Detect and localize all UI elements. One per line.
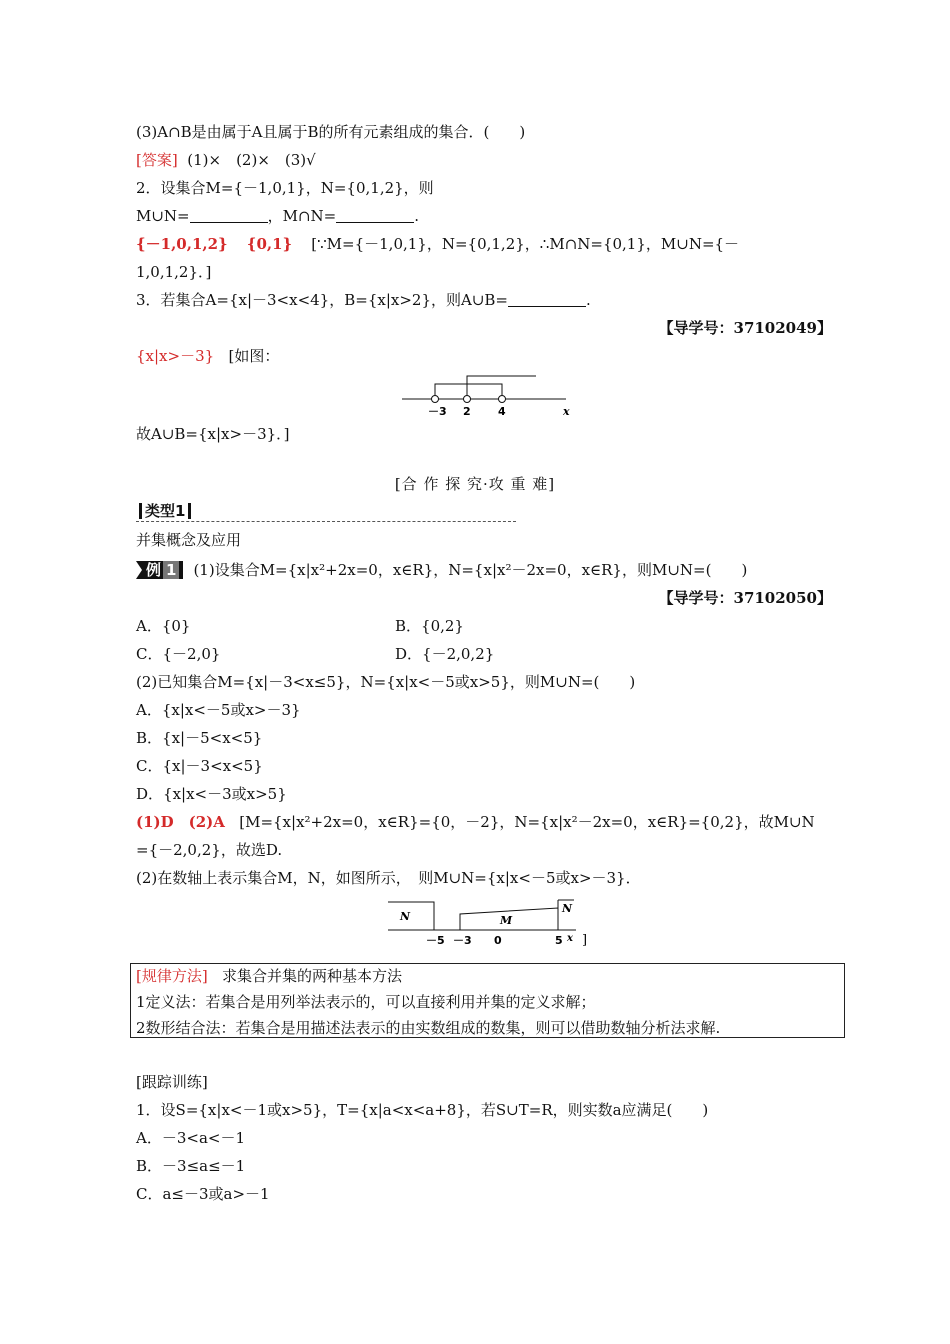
blank-line: [508, 292, 586, 307]
option: A．{x|x<－5或x>－3}: [136, 701, 301, 719]
guide-number: 【导学号：37102050】: [658, 589, 832, 607]
option: B．{x|－5<x<5}: [136, 729, 263, 747]
q3-stem: [136, 290, 591, 310]
q1-answer-row: [136, 150, 316, 170]
option: C．{－2,0}: [136, 645, 221, 663]
blank-line: [336, 208, 414, 223]
answer-label: [答案]: [136, 151, 178, 169]
example-tag-text: 例: [146, 561, 162, 579]
practice-title: [跟踪训练]: [136, 1073, 208, 1091]
answer-text: (1)× (2)× (3)√: [187, 151, 316, 169]
option: A．{0}: [136, 617, 191, 635]
option: A．－3<a<－1: [136, 1129, 245, 1147]
q3-answer-value: {x|x>－3}: [136, 347, 215, 365]
tick-label: －3: [453, 934, 472, 947]
set-label-m: M: [500, 914, 513, 927]
example-q1: [136, 560, 747, 580]
set-label-n: N: [562, 902, 573, 915]
method-label: [规律方法]: [136, 967, 208, 985]
method-line: 2数形结合法：若集合是用描述法表示的由实数组成的数集，则可以借助数轴分析法求解.: [136, 1019, 721, 1037]
tick-label: 0: [494, 934, 502, 947]
q3-answer-note: [如图：: [228, 347, 280, 365]
option: D．{x|x<－3或x>5}: [136, 785, 287, 803]
tick-label: －3: [428, 405, 447, 418]
q2-union-label: M∪N=: [136, 207, 190, 225]
axis-label: x: [563, 405, 570, 418]
type-subtitle: 并集概念及应用: [136, 531, 242, 549]
example-tag-number: 1: [163, 561, 179, 579]
example-explanation-2: (2)在数轴上表示集合M，N，如图所示， 则M∪N={x|x<－5或x>－3}．: [136, 869, 641, 887]
tick-label: 2: [463, 405, 471, 418]
bracket-close: ]: [582, 933, 588, 948]
heading-bar: [188, 503, 191, 519]
example-answer: [136, 812, 815, 832]
option: B．－3≤a≤－1: [136, 1157, 246, 1175]
option: D．{－2,0,2}: [395, 645, 495, 663]
method-heading: [136, 966, 402, 986]
q3-answer: [136, 346, 279, 366]
q2-answer: [136, 234, 739, 254]
guide-number: 【导学号：37102049】: [658, 319, 832, 337]
type-heading: [136, 500, 194, 521]
tick-label: －5: [426, 934, 445, 947]
section-title: [合 作 探 究·攻 重 难]: [394, 475, 556, 493]
method-line: 1定义法：若集合是用列举法表示的，可以直接利用并集的定义求解；: [136, 993, 596, 1011]
q3-text: 3．若集合A={x|－3<x<4}，B={x|x>2}，则A∪B=: [136, 291, 508, 309]
q2-stem: 2．设集合M={－1,0,1}，N={0,1,2}，则: [136, 179, 434, 197]
example-q2: (2)已知集合M={x|－3<x≤5}，N={x|x<－5或x>5}，则M∪N=( ): [136, 673, 636, 691]
option: C．{x|－3<x<5}: [136, 757, 263, 775]
q2-intersection-label: ，M∩N=: [267, 207, 337, 225]
example-tag: [136, 561, 183, 579]
q2-blanks: [136, 206, 419, 226]
tick-label: 4: [498, 405, 506, 418]
tick-label: 5: [555, 934, 563, 947]
example-explanation-cont: ={－2,0,2}，故选D.: [136, 841, 283, 859]
method-title: 求集合并集的两种基本方法: [222, 967, 403, 985]
q2-explanation: [∵M={－1,0,1}，N={0,1,2}，∴M∩N={0,1}，M∪N={－: [311, 235, 740, 253]
option: B．{0,2}: [395, 617, 464, 635]
example-explanation: [M={x|x²+2x=0，x∈R}={0，－2}，N={x|x²－2x=0，x∈R}={0,2}，故M∪N: [239, 813, 815, 831]
axis-label: x: [567, 933, 573, 944]
practice-q1: 1．设S={x|x<－1或x>5}，T={x|a<x<a+8}，若S∪T=R，则实数a应满足( ): [136, 1101, 709, 1119]
type-label: 类型1: [145, 502, 186, 520]
number-line-figure: [398, 370, 578, 422]
dashed-divider: [136, 521, 516, 522]
q2-answer-intersection: {0,1}: [246, 235, 293, 253]
q3-period: .: [585, 291, 591, 309]
option: C．a≤－3或a>－1: [136, 1185, 270, 1203]
example-q1-text: (1)设集合M={x|x²+2x=0，x∈R}，N={x|x²－2x=0，x∈R}，则M∪N=( ): [193, 561, 748, 579]
q2-answer-union: {－1,0,1,2}: [136, 235, 228, 253]
number-line-figure-2: [386, 896, 596, 948]
q1-item3: (3)A∩B是由属于A且属于B的所有元素组成的集合．( ): [136, 123, 526, 141]
example-answer-key: (1)D (2)A: [136, 813, 225, 831]
q3-conclusion: 故A∪B={x|x>－3}．]: [136, 425, 290, 443]
q2-explanation-cont: 1,0,1,2}．]: [136, 263, 212, 281]
set-label-n: N: [400, 910, 411, 923]
q2-period: .: [414, 207, 420, 225]
blank-line: [190, 208, 268, 223]
heading-bar: [139, 503, 142, 519]
